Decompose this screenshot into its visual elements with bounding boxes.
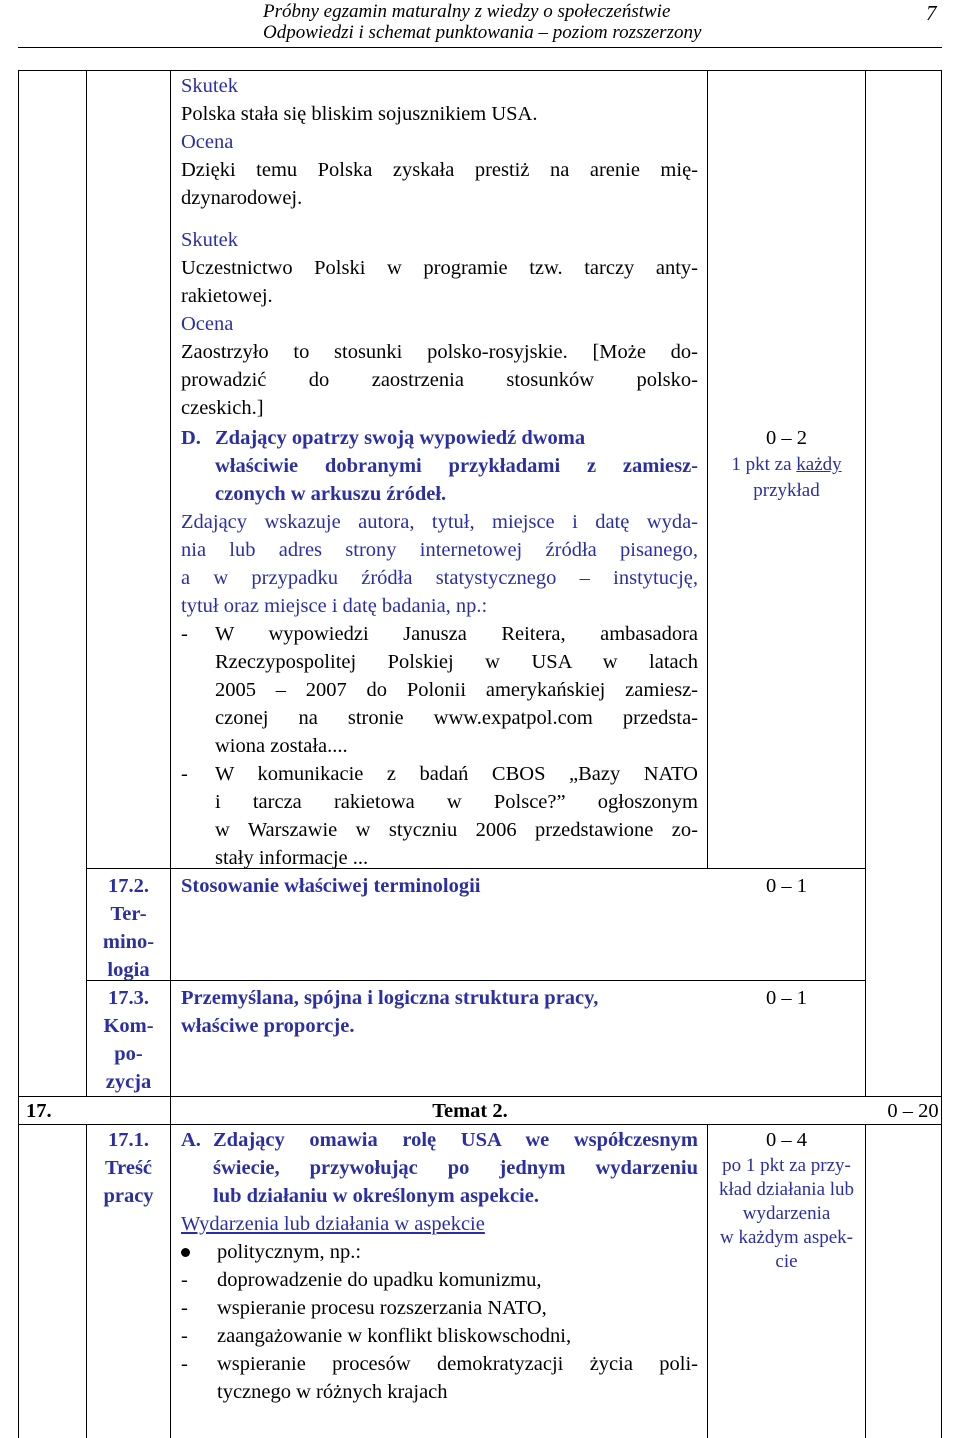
d-item-1-line-4: czonej na stronie www.expatpol.com przedsta- xyxy=(215,707,698,729)
row-173-label xyxy=(87,984,170,1096)
a-item-2-dash: - xyxy=(181,1297,188,1319)
row-171-score-note-5: cie xyxy=(775,1251,798,1272)
d-item-2 xyxy=(215,760,698,872)
d-item-2-line-2: i tarcza rakietowa w Polsce?” ogłoszonym xyxy=(215,791,698,813)
ocena-text-1-line-1: Dzięki temu Polska zyskała prestiż na arenie mię- xyxy=(181,159,698,181)
skutek-text-2-line-2: rakietowej. xyxy=(181,285,273,307)
row-172-label-4: logia xyxy=(107,959,150,981)
row-172-text: Stosowanie właściwej terminologii xyxy=(181,875,481,897)
d-paragraph-line-2: nia lub adres strony internetowej źródła pisanego, xyxy=(181,539,698,561)
a-subheading: Wydarzenia lub działania w aspekcie xyxy=(181,1213,485,1235)
d-score-note-c: przykład xyxy=(753,480,820,501)
ocena-text-2 xyxy=(181,338,698,422)
row-171-score-note xyxy=(708,1154,865,1274)
column-divider-4b xyxy=(865,1124,866,1438)
a-item-3-dash: - xyxy=(181,1325,188,1347)
row-172-score: 0 – 1 xyxy=(766,875,807,897)
row-173-text-line-2: właściwe proporcje. xyxy=(181,1015,355,1037)
row-17-total: 0 – 20 xyxy=(887,1100,939,1122)
row-173-score: 0 – 1 xyxy=(766,987,807,1009)
a-item-4-dash: - xyxy=(181,1353,188,1375)
ocena-label-2: Ocena xyxy=(181,313,234,335)
d-item-2-line-3: w Warszawie w styczniu 2006 przedstawione zo- xyxy=(215,819,698,841)
page-number: 7 xyxy=(926,1,937,25)
d-paragraph-line-1: Zdający wskazuje autora, tytuł, miejsce i datę wyda- xyxy=(181,511,698,533)
row-172-label xyxy=(87,872,170,984)
d-item-2-line-1: W komunikacie z badań CBOS „Bazy NATO xyxy=(215,763,698,785)
a-item-1-dash: - xyxy=(181,1269,188,1291)
d-item-1-dash: - xyxy=(181,623,188,645)
row-171-label-1: 17.1. xyxy=(108,1129,149,1151)
d-heading-line-1: Zdający opatrzy swoją wypowiedź dwoma xyxy=(215,427,586,449)
row-173-label-3: po- xyxy=(114,1043,143,1065)
column-divider-4 xyxy=(865,70,866,1096)
d-score: 0 – 2 xyxy=(766,427,807,449)
d-item-1-line-5: wiona została.... xyxy=(215,735,348,757)
row-17-number: 17. xyxy=(26,1100,52,1122)
d-item-1 xyxy=(215,620,698,760)
row-173-label-2: Kom- xyxy=(103,1015,154,1037)
table-top-border xyxy=(18,70,942,71)
d-paragraph-line-4: tytuł oraz miejsce i datę badania, np.: xyxy=(181,595,488,617)
d-paragraph xyxy=(181,508,698,620)
ocena-text-2-line-3: czeskich.] xyxy=(181,397,264,419)
a-item-2: wspieranie procesu rozszerzania NATO, xyxy=(217,1297,547,1319)
column-divider-2 xyxy=(170,70,171,1438)
header-line-2: Odpowiedzi i schemat punktowania – poziom rozszerzony xyxy=(263,22,702,43)
row-173-text xyxy=(181,984,598,1040)
row-172-label-3: mino- xyxy=(102,931,155,953)
row-171-label-2: Treść xyxy=(104,1157,153,1179)
d-heading-prefix: D. xyxy=(181,427,201,449)
d-item-1-line-1: W wypowiedzi Janusza Reitera, ambasadora xyxy=(215,623,698,645)
a-heading-line-3: lub działaniu w określonym aspekcie. xyxy=(213,1185,539,1207)
skutek-text-2 xyxy=(181,254,698,310)
bullet-dot xyxy=(181,1248,190,1257)
row-173-label-4: zycja xyxy=(105,1071,152,1093)
d-heading-cont xyxy=(215,452,698,508)
row-173-text-line-1: Przemyślana, spójna i logiczna struktura pracy, xyxy=(181,987,599,1009)
a-item-4 xyxy=(217,1350,698,1406)
ocena-text-1 xyxy=(181,156,698,212)
a-item-4-line-1: wspieranie procesów demokratyzacji życia poli- xyxy=(217,1353,698,1375)
a-item-1: doprowadzenie do upadku komunizmu, xyxy=(217,1269,542,1291)
d-item-2-line-4: stały informacje ... xyxy=(215,847,369,869)
ocena-text-2-line-1: Zaostrzyło to stosunki polsko-rosyjskie. [Może do- xyxy=(181,341,698,363)
row-171-score-note-4: w każdym aspek- xyxy=(720,1227,853,1248)
row-172-label-2: Ter- xyxy=(110,903,147,925)
d-heading-line-2: właściwie dobranymi przykładami z zamiesz- xyxy=(215,455,698,477)
a-bullet-text: politycznym, np.: xyxy=(217,1241,362,1263)
ocena-label-1: Ocena xyxy=(181,131,234,153)
d-score-note-a: 1 pkt za xyxy=(731,454,797,475)
a-heading xyxy=(213,1126,698,1210)
row-171-score-note-1: po 1 pkt za przy- xyxy=(722,1155,851,1176)
header-line-1: Próbny egzamin maturalny z wiedzy o społeczeństwie xyxy=(263,1,671,22)
skutek-text-1: Polska stała się bliskim sojusznikiem USA. xyxy=(181,103,538,125)
a-item-4-line-2: tycznego w różnych krajach xyxy=(217,1381,448,1403)
row-171-label-3: pracy xyxy=(103,1185,154,1207)
row-171-score-note-2: kład działania lub xyxy=(718,1179,855,1200)
d-item-1-line-2: Rzeczypospolitej Polskiej w USA w latach xyxy=(215,651,698,673)
table-left-border xyxy=(18,70,19,1438)
d-heading xyxy=(215,424,648,452)
row-171-score-note-3: wydarzenia xyxy=(742,1203,831,1224)
d-score-note-b: każdy xyxy=(796,454,842,475)
row-17-topic: Temat 2. xyxy=(432,1100,508,1122)
d-heading-line-3: czonych w arkuszu źródeł. xyxy=(215,483,447,505)
skutek-label-2: Skutek xyxy=(181,229,238,251)
row-172-label-1: 17.2. xyxy=(108,875,149,897)
d-score-note xyxy=(708,452,865,504)
ocena-text-1-line-2: dzynarodowej. xyxy=(181,187,303,209)
d-item-1-line-3: 2005 – 2007 do Polonii amerykańskiej zamiesz- xyxy=(215,679,698,701)
header-rule xyxy=(18,47,942,48)
a-heading-line-1: Zdający omawia rolę USA we współczesnym xyxy=(213,1129,698,1151)
skutek-text-2-line-1: Uczestnictwo Polski w programie tzw. tarczy anty- xyxy=(181,257,698,279)
row-divider-173 xyxy=(86,980,866,981)
ocena-text-2-line-2: prowadzić do zaostrzenia stosunków polsko- xyxy=(181,369,698,391)
table-right-border xyxy=(941,70,942,1438)
row-173-label-1: 17.3. xyxy=(108,987,149,1009)
row-171-label xyxy=(87,1126,170,1210)
row-171-score: 0 – 4 xyxy=(766,1129,807,1151)
a-heading-prefix: A. xyxy=(181,1129,201,1151)
a-item-3: zaangażowanie w konflikt bliskowschodni, xyxy=(217,1325,572,1347)
d-paragraph-line-3: a w przypadku źródła statystycznego – instytucję, xyxy=(181,567,698,589)
d-item-2-dash: - xyxy=(181,763,188,785)
skutek-label-1: Skutek xyxy=(181,75,238,97)
a-heading-line-2: świecie, przywołując po jednym wydarzeniu xyxy=(213,1157,698,1179)
